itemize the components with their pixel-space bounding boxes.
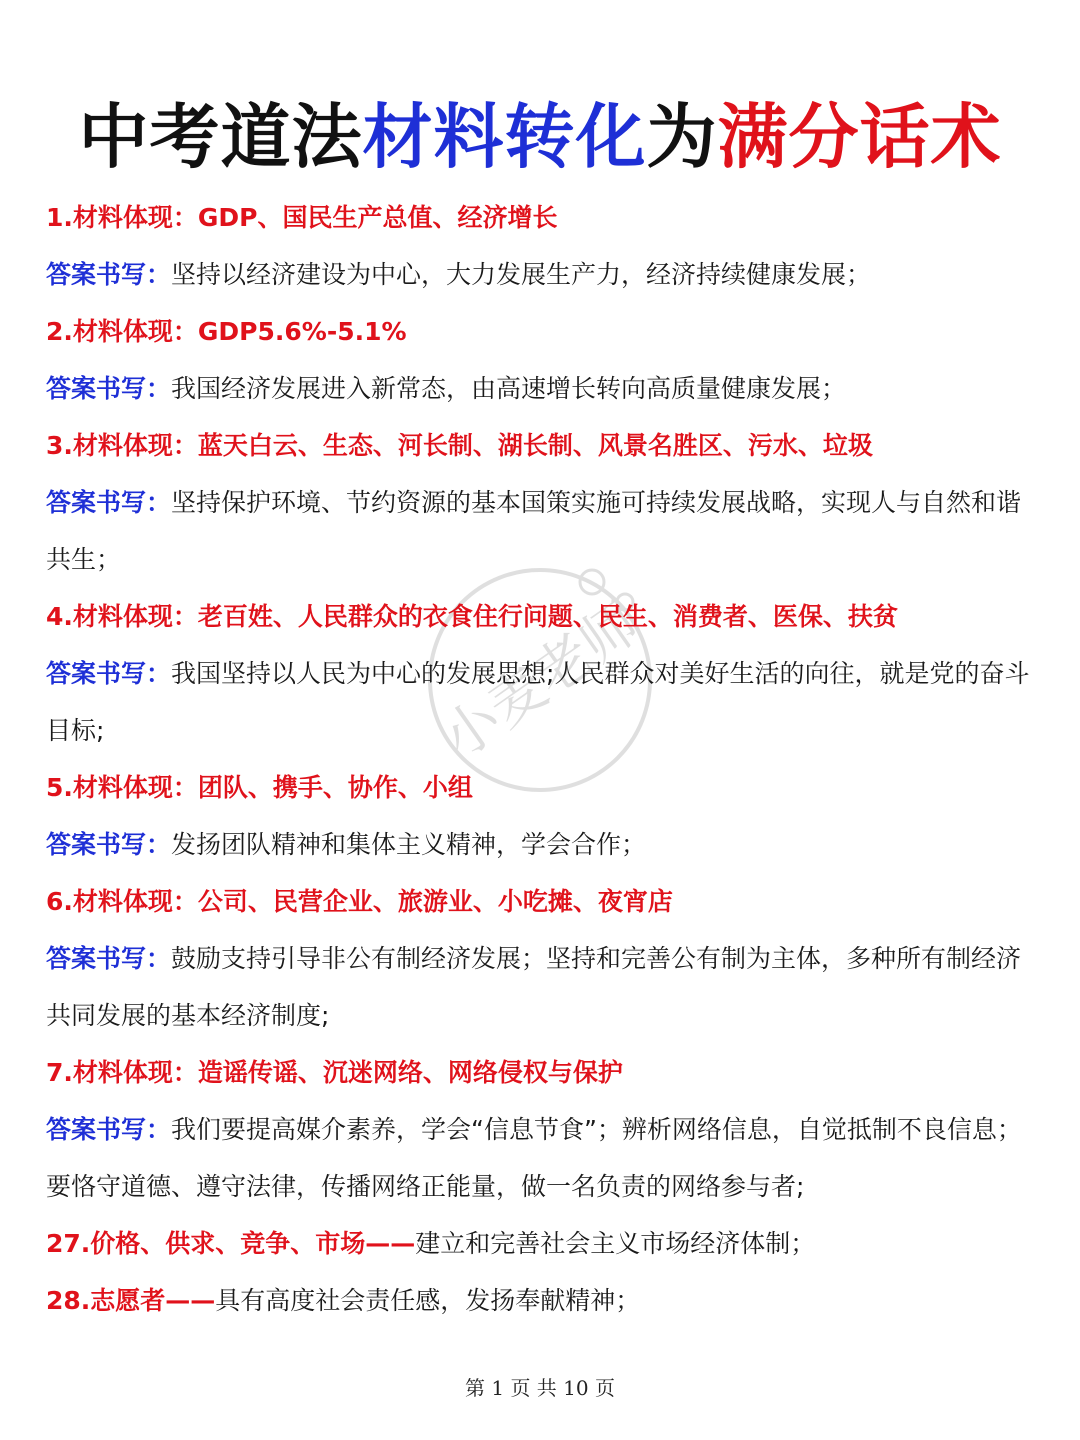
content-list: [46, 189, 1038, 1329]
material-line-3: 3.材料体现：蓝天白云、生态、河长制、湖长制、风景名胜区、污水、垃圾: [46, 431, 873, 460]
answer-line-6: [46, 930, 1038, 987]
answer-line-2: [46, 360, 1038, 417]
dash-text: 具有高度社会责任感，发扬奉献精神；: [215, 1286, 641, 1315]
answer-text: 坚持保护环境、节约资源的基本国策实施可持续发展战略，实现人与自然和谐: [171, 488, 1022, 517]
title-part-4: 满分话术: [717, 96, 1002, 178]
answer-line-5: [46, 816, 1038, 873]
answer-text: 我们要提高媒介素养，学会“信息节食”；辨析网络信息，自觉抵制不良信息；: [171, 1115, 1022, 1144]
answer-label: 答案书写：: [46, 944, 172, 973]
answer-continuation-3: 共生；: [46, 545, 122, 574]
answer-continuation-6: 共同发展的基本经济制度;: [46, 1001, 330, 1030]
material-line-4: 4.材料体现：老百姓、人民群众的衣食住行问题、民生、消费者、医保、扶贫: [46, 602, 898, 631]
dash-item-27: [46, 1215, 1038, 1272]
answer-label: 答案书写：: [46, 1115, 172, 1144]
dash-item-28: [46, 1272, 1038, 1329]
answer-label: 答案书写：: [46, 659, 172, 688]
material-line-1: 1.材料体现：GDP、国民生产总值、经济增长: [46, 203, 558, 232]
answer-line-4: [46, 645, 1038, 702]
page-title: [0, 92, 1080, 182]
answer-line-3: [46, 474, 1038, 531]
watermark-text: 小麦老师: [430, 590, 652, 773]
dash-keyword: 28.志愿者——: [46, 1286, 216, 1315]
answer-continuation-7: 要恪守道德、遵守法律，传播网络正能量，做一名负责的网络参与者;: [46, 1172, 805, 1201]
answer-line-1: [46, 246, 1038, 303]
answer-text: 我国坚持以人民为中心的发展思想;人民群众对美好生活的向往，就是党的奋斗: [171, 659, 1030, 688]
material-line-5: 5.材料体现：团队、携手、协作、小组: [46, 773, 473, 802]
answer-label: 答案书写：: [46, 488, 172, 517]
material-line-2: 2.材料体现：GDP5.6%-5.1%: [46, 317, 407, 346]
answer-line-7: [46, 1101, 1038, 1158]
page-footer: 第 1 页 共 10 页: [465, 1376, 615, 1400]
answer-text: 坚持以经济建设为中心，大力发展生产力，经济持续健康发展；: [171, 260, 872, 289]
answer-continuation-4: 目标;: [46, 716, 105, 745]
title-part-3: 为: [646, 96, 718, 178]
dash-keyword: 27.价格、供求、竞争、市场——: [46, 1229, 416, 1258]
dash-text: 建立和完善社会主义市场经济体制；: [415, 1229, 816, 1258]
material-line-6: 6.材料体现：公司、民营企业、旅游业、小吃摊、夜宵店: [46, 887, 673, 916]
answer-text: 我国经济发展进入新常态，由高速增长转向高质量健康发展；: [171, 374, 847, 403]
answer-label: 答案书写：: [46, 374, 172, 403]
answer-label: 答案书写：: [46, 830, 172, 859]
title-part-1: 中考道法: [78, 96, 363, 178]
title-part-2: 材料转化: [362, 96, 647, 178]
answer-label: 答案书写：: [46, 260, 172, 289]
material-line-7: 7.材料体现：造谣传谣、沉迷网络、网络侵权与保护: [46, 1058, 623, 1087]
answer-text: 鼓励支持引导非公有制经济发展；坚持和完善公有制为主体，多种所有制经济: [171, 944, 1022, 973]
answer-text: 发扬团队精神和集体主义精神，学会合作；: [171, 830, 647, 859]
